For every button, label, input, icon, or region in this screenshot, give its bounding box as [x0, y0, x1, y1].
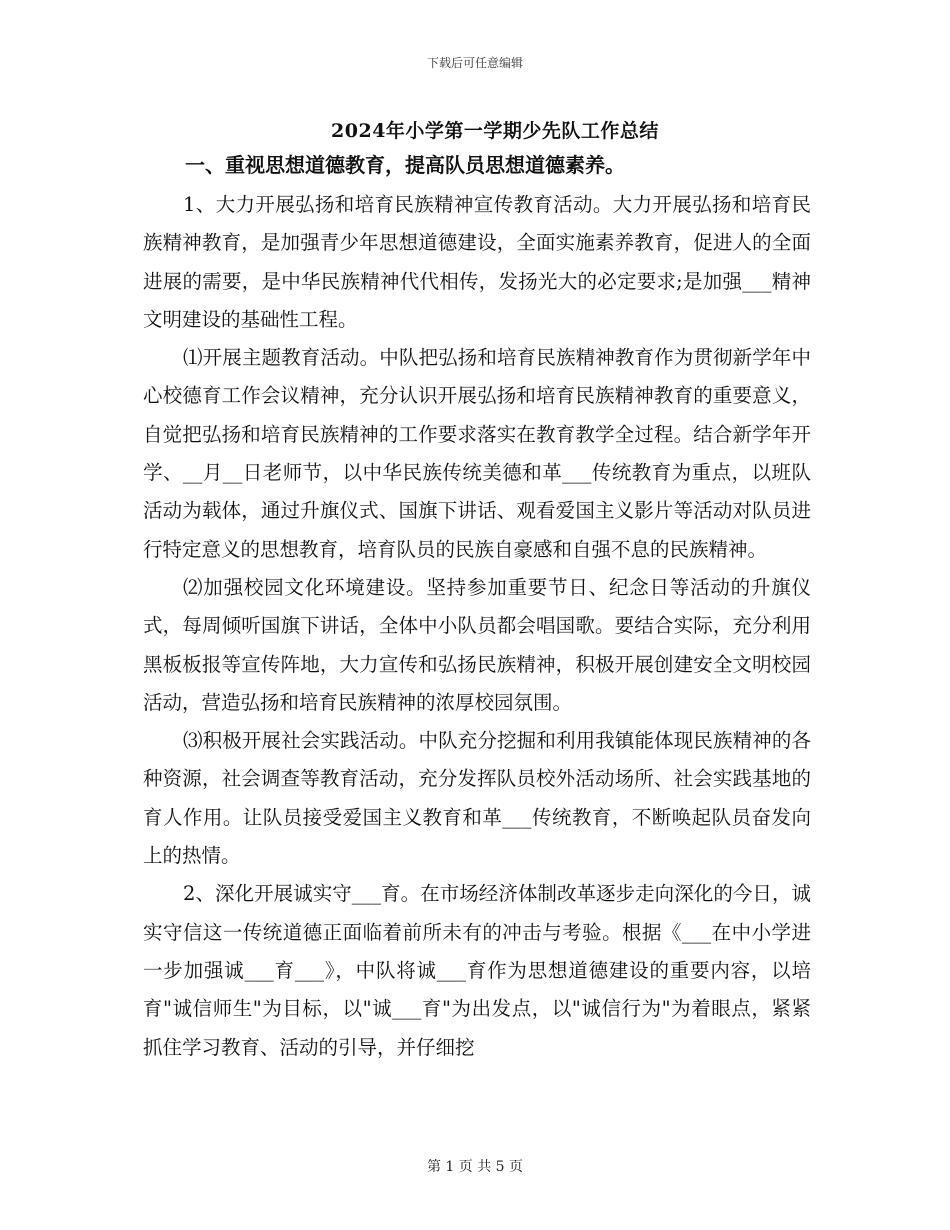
paragraph-5: 2、深化开展诚实守___育。在市场经济体制改革逐步走向深化的今日，诚实守信这一传统道德正面临着前所未有的冲击与考验。根据《___在中小学进一步加强诚___育___》，中队将诚___育作为思想道德建设的重要内容，以培育"诚信师生"为目标，以"诚___育"为出发点，以"诚信行为"为着眼点，紧紧抓住学习教育、活动的引导，并仔细挖 [143, 882, 811, 1059]
paragraph-1: 1、大力开展弘扬和培育民族精神宣传教育活动。大力开展弘扬和培育民族精神教育，是加强青少年思想道德建设，全面实施素养教育，促进人的全面进展的需要，是中华民族精神代代相传，发扬光大的必定要求;是加强___精神文明建设的基础性工程。 [143, 193, 811, 331]
document-body [143, 146, 811, 1067]
page-footer: 第 1 页 共 5 页 [426, 1159, 524, 1175]
header-note: 下载后可任意编辑 [426, 56, 523, 70]
paragraph-3: ⑵加强校园文化环境建设。坚持参加重要节日、纪念日等活动的升旗仪式，每周倾听国旗下讲话，全体中小队员都会唱国歌。要结合实际，充分利用黑板板报等宣传阵地，大力宣传和弘扬民族精神，积极开展创建安全文明校园活动，营造弘扬和培育民族精神的浓厚校园氛围。 [143, 575, 811, 714]
paragraph-2: ⑴开展主题教育活动。中队把弘扬和培育民族精神教育作为贯彻新学年中心校德育工作会议精神，充分认识开展弘扬和培育民族精神教育的重要意义，自觉把弘扬和培育民族精神的工作要求落实在教育教学全过程。结合新学年开学、__月__日老师节，以中华民族传统美德和革___传统教育为重点，以班队活动为载体，通过升旗仪式、国旗下讲话、观看爱国主义影片等活动对队员进行特定意义的思想教育，培育队员的民族自豪感和自强不息的民族精神。 [143, 346, 811, 561]
paragraph-4: ⑶积极开展社会实践活动。中队充分挖掘和利用我镇能体现民族精神的各种资源，社会调查等教育活动，充分发挥队员校外活动场所、社会实践基地的育人作用。让队员接受爱国主义教育和革___传统教育，不断唤起队员奋发向上的热情。 [143, 729, 811, 868]
document-title: 2024年小学第一学期少先队工作总结 [331, 120, 659, 142]
section-heading: 一、重视思想道德教育，提高队员思想道德素养。 [185, 153, 625, 177]
